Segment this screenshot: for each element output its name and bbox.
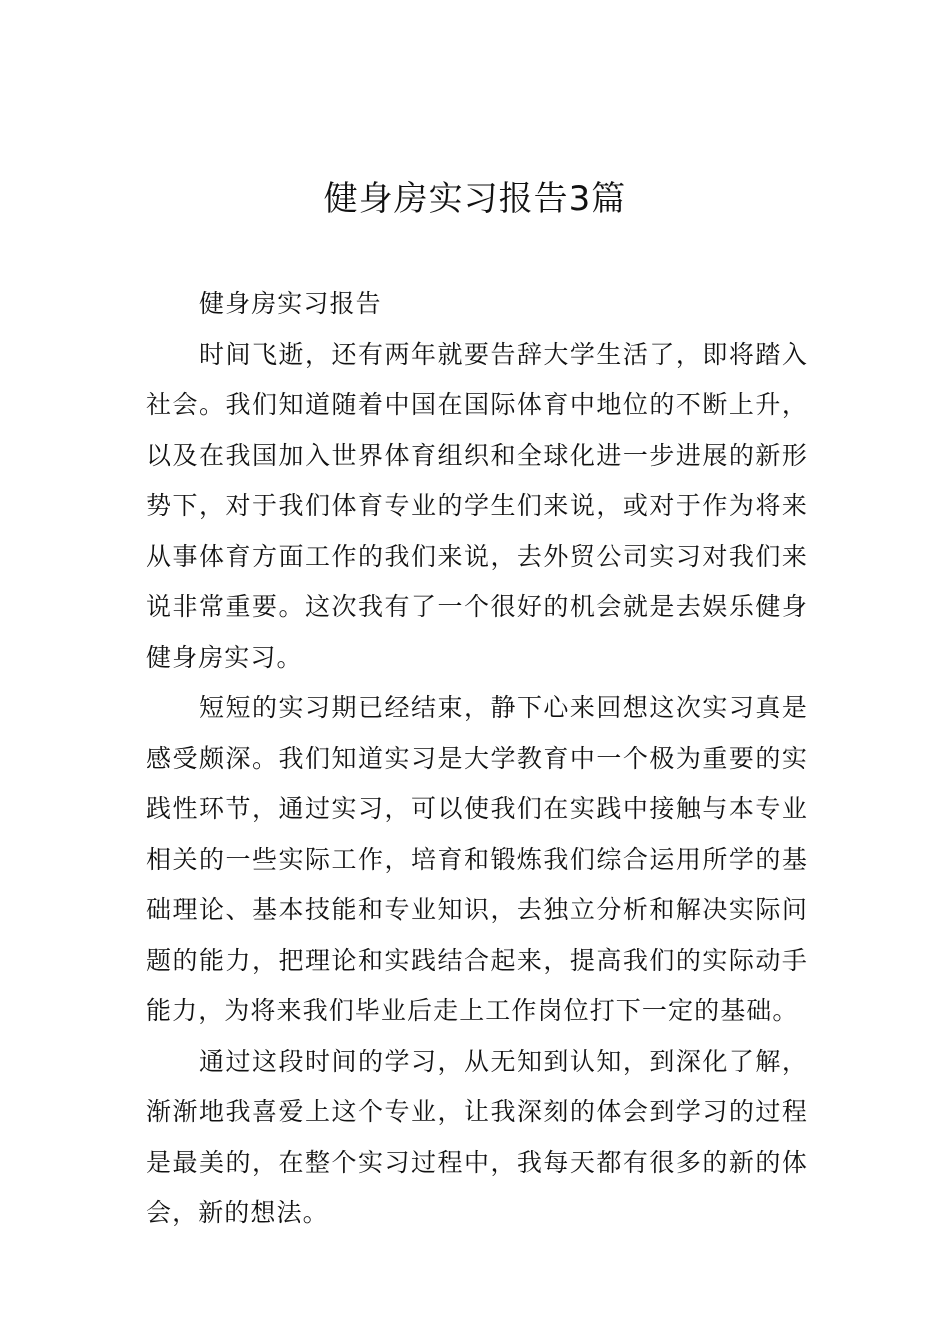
paragraph-2: 短短的实习期已经结束，静下心来回想这次实习真是感受颇深。我们知道实习是大学教育中一个极为重要的实践性环节，通过实习，可以使我们在实践中接触与本专业相关的一些实际工作，培育和锻炼我们综合运用所学的基础理论、基本技能和专业知识，去独立分析和解决实际问题的能力，把理论和实践结合起来，提高我们的实际动手能力，为将来我们毕业后走上工作岗位打下一定的基础。 [146,693,808,1025]
document-title: 健身房实习报告3篇 [323,179,627,219]
paragraph-1: 时间飞逝，还有两年就要告辞大学生活了，即将踏入社会。我们知道随着中国在国际体育中地位的不断上升，以及在我国加入世界体育组织和全球化进一步进展的新形势下，对于我们体育专业的学生们来说，或对于作为将来从事体育方面工作的我们来说，去外贸公司实习对我们来说非常重要。这次我有了一个很好的机会就是去娱乐健身健身房实习。 [146,339,808,672]
section-heading: 健身房实习报告 [199,289,382,318]
document-body [146,279,808,1239]
paragraph-3: 通过这段时间的学习，从无知到认知，到深化了解，渐渐地我喜爱上这个专业，让我深刻的体会到学习的过程是最美的，在整个实习过程中，我每天都有很多的新的体会，新的想法。 [146,1046,808,1227]
